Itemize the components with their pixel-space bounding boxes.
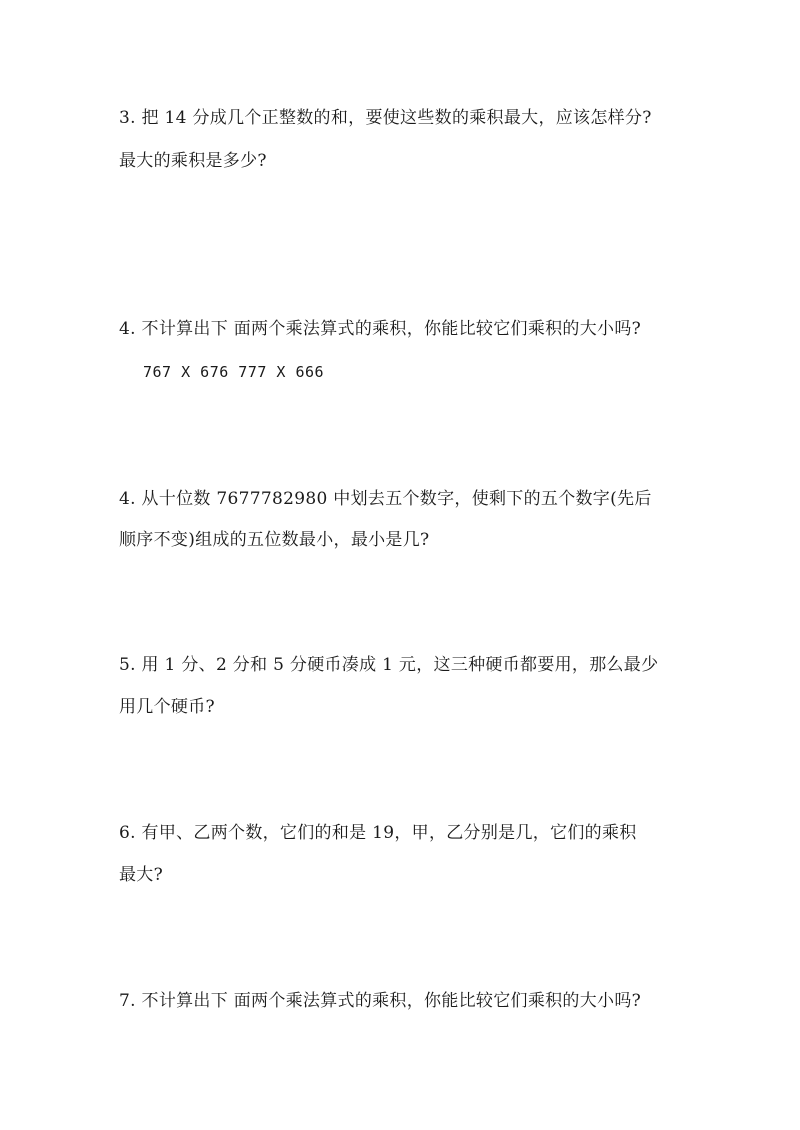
problem-6-line-2: 最大?: [119, 865, 164, 885]
problem-4b-line-2: 顺序不变)组成的五位数最小，最小是几?: [119, 530, 430, 550]
problem-5-line-1: 5. 用 1 分、2 分和 5 分硬币凑成 1 元，这三种硬币都要用，那么最少: [119, 655, 659, 675]
problem-4b-line-1: 4. 从十位数 7677782980 中划去五个数字，使剩下的五个数字(先后: [119, 489, 652, 509]
problem-6-line-1: 6. 有甲、乙两个数，它们的和是 19，甲，乙分别是几，它们的乘积: [119, 823, 637, 843]
problem-3-line-2: 最大的乘积是多少?: [119, 151, 267, 171]
problem-3-line-1: 3. 把 14 分成几个正整数的和，要使这些数的乘积最大，应该怎样分?: [119, 108, 652, 128]
problem-7-line-1: 7. 不计算出下 面两个乘法算式的乘积，你能比较它们乘积的大小吗?: [119, 991, 642, 1011]
problem-5-line-2: 用几个硬币?: [119, 697, 215, 717]
problem-4a-expression: 767 X 676 777 X 666: [143, 363, 325, 381]
problem-4a-line-1: 4. 不计算出下 面两个乘法算式的乘积，你能比较它们乘积的大小吗?: [119, 319, 642, 339]
